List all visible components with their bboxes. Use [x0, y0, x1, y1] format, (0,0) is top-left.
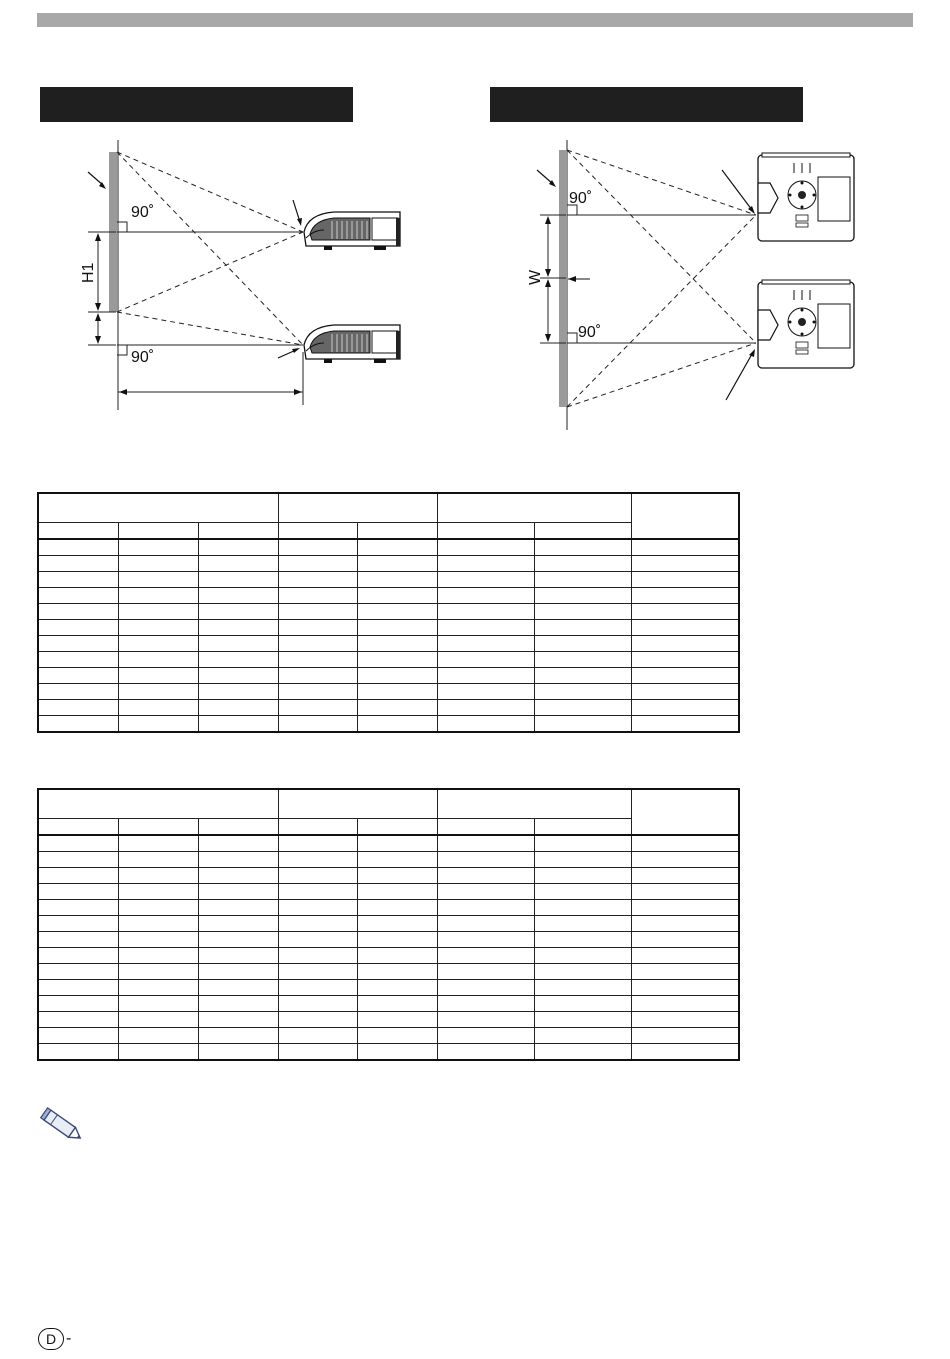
table-cell — [437, 684, 534, 700]
table-cell — [278, 700, 357, 716]
table-cell — [198, 652, 278, 668]
table-cell — [198, 636, 278, 652]
table-cell — [278, 716, 357, 733]
table-cell — [118, 604, 198, 620]
table-cell — [631, 868, 739, 884]
table-cell — [357, 588, 437, 604]
table-row — [38, 868, 739, 884]
table-cell — [198, 1044, 278, 1061]
table-cell — [198, 556, 278, 572]
table-cell — [118, 884, 198, 900]
height-dimension-label: H1 — [80, 262, 97, 283]
table-cell — [118, 1012, 198, 1028]
table-cell — [38, 556, 118, 572]
table-cell — [38, 652, 118, 668]
table-cell — [118, 572, 198, 588]
table-cell — [437, 620, 534, 636]
table-cell — [437, 948, 534, 964]
table-cell — [278, 572, 357, 588]
table-cell — [118, 835, 198, 852]
table-cell — [278, 684, 357, 700]
table-cell — [631, 668, 739, 684]
projector-bottom-icon — [304, 325, 400, 363]
table-cell — [278, 980, 357, 996]
table-cell — [437, 1012, 534, 1028]
table-row — [38, 652, 739, 668]
projector-bottom-icon — [758, 280, 854, 368]
table-cell — [198, 684, 278, 700]
table-cell — [357, 852, 437, 868]
table-cell — [437, 1028, 534, 1044]
table-cell — [357, 556, 437, 572]
table-cell — [534, 852, 631, 868]
table-cell — [198, 835, 278, 852]
table-cell — [38, 964, 118, 980]
table-cell — [118, 652, 198, 668]
table-cell — [357, 835, 437, 852]
table-cell — [437, 556, 534, 572]
table-cell — [631, 652, 739, 668]
table-cell — [118, 1044, 198, 1061]
table-cell — [278, 900, 357, 916]
table-cell — [631, 980, 739, 996]
table-cell — [357, 916, 437, 932]
table-cell — [437, 652, 534, 668]
table-cell — [38, 636, 118, 652]
table-row — [38, 620, 739, 636]
table-row — [38, 852, 739, 868]
table-row — [38, 948, 739, 964]
table-cell — [198, 900, 278, 916]
table-cell — [357, 948, 437, 964]
table-cell — [38, 948, 118, 964]
table-cell — [534, 556, 631, 572]
table-row — [38, 604, 739, 620]
table-cell — [38, 620, 118, 636]
angle-label-bottom: 90˚ — [131, 349, 155, 366]
table-row — [38, 668, 739, 684]
table-cell — [534, 1044, 631, 1061]
table-cell — [357, 1044, 437, 1061]
table-cell — [437, 868, 534, 884]
angle-label-top: 90˚ — [569, 190, 593, 207]
table-cell — [357, 1012, 437, 1028]
angle-label-bottom: 90˚ — [578, 324, 602, 341]
table-cell — [437, 604, 534, 620]
table-cell — [534, 572, 631, 588]
table-cell — [437, 980, 534, 996]
table-cell — [198, 539, 278, 556]
table-row — [38, 932, 739, 948]
table-cell — [118, 980, 198, 996]
table-cell — [437, 852, 534, 868]
table-cell — [631, 948, 739, 964]
table-cell — [631, 1044, 739, 1061]
table-cell — [631, 588, 739, 604]
table-row — [38, 588, 739, 604]
table-cell — [198, 588, 278, 604]
table-cell — [198, 852, 278, 868]
table-cell — [278, 588, 357, 604]
table-cell — [278, 1028, 357, 1044]
table-cell — [118, 916, 198, 932]
table-cell — [38, 572, 118, 588]
table-header-row — [38, 493, 739, 523]
table-cell — [38, 835, 118, 852]
page-dash: - — [66, 1330, 72, 1347]
table-cell — [631, 716, 739, 733]
table-cell — [38, 539, 118, 556]
table-cell — [534, 620, 631, 636]
table-cell — [357, 700, 437, 716]
table-cell — [198, 916, 278, 932]
table-cell — [118, 900, 198, 916]
table-cell — [631, 539, 739, 556]
table-cell — [278, 884, 357, 900]
table-cell — [631, 620, 739, 636]
table-cell — [534, 652, 631, 668]
table-cell — [278, 1012, 357, 1028]
table-cell — [118, 948, 198, 964]
table-cell — [278, 835, 357, 852]
table-cell — [198, 716, 278, 733]
table-cell — [278, 539, 357, 556]
table-cell — [534, 1028, 631, 1044]
table-cell — [38, 852, 118, 868]
table-cell — [357, 636, 437, 652]
table-cell — [437, 539, 534, 556]
table-cell — [534, 539, 631, 556]
table-cell — [278, 636, 357, 652]
table-cell — [534, 588, 631, 604]
table-cell — [118, 932, 198, 948]
table-cell — [534, 900, 631, 916]
table-row — [38, 996, 739, 1012]
table-cell — [38, 1028, 118, 1044]
table-cell — [198, 996, 278, 1012]
table-row — [38, 964, 739, 980]
table-cell — [631, 572, 739, 588]
table-cell — [437, 916, 534, 932]
table-cell — [631, 684, 739, 700]
table-cell — [198, 700, 278, 716]
table-row — [38, 716, 739, 733]
section-heading-right — [490, 87, 803, 122]
table-cell — [118, 996, 198, 1012]
table-cell — [198, 948, 278, 964]
table-cell — [198, 572, 278, 588]
language-letter: D — [38, 1328, 64, 1350]
table-cell — [534, 884, 631, 900]
table-cell — [534, 916, 631, 932]
projection-table-2 — [37, 788, 740, 1061]
table-cell — [118, 539, 198, 556]
table-cell — [437, 964, 534, 980]
header-rule — [37, 13, 913, 27]
table-cell — [278, 916, 357, 932]
table-cell — [198, 980, 278, 996]
table-cell — [118, 668, 198, 684]
table-cell — [357, 620, 437, 636]
table-cell — [534, 700, 631, 716]
table-cell — [278, 932, 357, 948]
table-cell — [198, 932, 278, 948]
table-cell — [278, 1044, 357, 1061]
table-row — [38, 980, 739, 996]
table-cell — [534, 996, 631, 1012]
section-heading-left — [40, 87, 353, 122]
table-cell — [357, 884, 437, 900]
projector-top-icon — [304, 212, 400, 250]
table-cell — [534, 964, 631, 980]
table-cell — [278, 604, 357, 620]
top-view-diagram — [510, 135, 870, 435]
table-row — [38, 916, 739, 932]
table-row — [38, 556, 739, 572]
table-cell — [118, 964, 198, 980]
table-cell — [437, 932, 534, 948]
table-cell — [278, 668, 357, 684]
table-cell — [118, 852, 198, 868]
table-cell — [631, 916, 739, 932]
table-cell — [534, 1012, 631, 1028]
table-cell — [278, 996, 357, 1012]
table-row — [38, 835, 739, 852]
table-cell — [357, 1028, 437, 1044]
table-cell — [38, 980, 118, 996]
table-cell — [437, 996, 534, 1012]
table-cell — [631, 556, 739, 572]
table-cell — [631, 900, 739, 916]
table-cell — [357, 572, 437, 588]
table-cell — [631, 964, 739, 980]
table-cell — [38, 996, 118, 1012]
angle-label-top: 90˚ — [131, 204, 155, 221]
table-cell — [631, 1012, 739, 1028]
table-cell — [357, 932, 437, 948]
table-cell — [631, 604, 739, 620]
table-cell — [357, 716, 437, 733]
table-cell — [278, 620, 357, 636]
table-cell — [534, 948, 631, 964]
table-cell — [38, 668, 118, 684]
table-cell — [198, 1028, 278, 1044]
table-cell — [437, 572, 534, 588]
table-cell — [357, 996, 437, 1012]
table-cell — [357, 652, 437, 668]
table-cell — [534, 868, 631, 884]
table-cell — [534, 636, 631, 652]
projection-table-1 — [37, 492, 740, 733]
table-cell — [534, 684, 631, 700]
page-number-badge — [38, 1328, 71, 1350]
table-row — [38, 572, 739, 588]
table-row — [38, 1028, 739, 1044]
table-cell — [198, 620, 278, 636]
table-cell — [198, 868, 278, 884]
table-cell — [631, 1028, 739, 1044]
table-cell — [631, 932, 739, 948]
table-row — [38, 539, 739, 556]
table-cell — [118, 620, 198, 636]
table-row — [38, 1044, 739, 1061]
side-view-diagram — [60, 135, 420, 415]
table-cell — [278, 948, 357, 964]
table-row — [38, 884, 739, 900]
table-header-row — [38, 789, 739, 819]
table-cell — [437, 1044, 534, 1061]
table-cell — [534, 932, 631, 948]
table-cell — [534, 668, 631, 684]
pencil-note-icon — [38, 1106, 88, 1151]
projector-top-icon — [758, 153, 854, 241]
table-cell — [38, 900, 118, 916]
table-cell — [38, 684, 118, 700]
table-cell — [118, 716, 198, 733]
table-cell — [38, 884, 118, 900]
table-cell — [437, 884, 534, 900]
table-cell — [437, 636, 534, 652]
table-cell — [38, 700, 118, 716]
table-cell — [631, 884, 739, 900]
table-cell — [357, 900, 437, 916]
table-cell — [357, 604, 437, 620]
table-cell — [278, 964, 357, 980]
table-cell — [278, 556, 357, 572]
table-cell — [118, 636, 198, 652]
table-cell — [357, 964, 437, 980]
table-cell — [198, 668, 278, 684]
table-cell — [278, 852, 357, 868]
table-cell — [38, 932, 118, 948]
table-cell — [38, 604, 118, 620]
table-cell — [118, 684, 198, 700]
table-cell — [118, 700, 198, 716]
table-cell — [118, 556, 198, 572]
table-row — [38, 1012, 739, 1028]
table-cell — [38, 1012, 118, 1028]
table-cell — [198, 1012, 278, 1028]
table-cell — [38, 716, 118, 733]
table-cell — [631, 852, 739, 868]
table-row — [38, 684, 739, 700]
table-cell — [437, 668, 534, 684]
table-cell — [198, 604, 278, 620]
table-cell — [357, 684, 437, 700]
table-cell — [278, 868, 357, 884]
table-cell — [278, 652, 357, 668]
table-cell — [198, 884, 278, 900]
table-cell — [437, 588, 534, 604]
table-cell — [534, 604, 631, 620]
table-cell — [534, 835, 631, 852]
table-cell — [534, 716, 631, 733]
table-cell — [118, 1028, 198, 1044]
table-cell — [38, 588, 118, 604]
table-cell — [38, 916, 118, 932]
table-cell — [631, 700, 739, 716]
table-cell — [357, 980, 437, 996]
table-cell — [437, 716, 534, 733]
width-dimension-label: W — [527, 269, 544, 285]
table-cell — [118, 868, 198, 884]
table-cell — [357, 868, 437, 884]
table-row — [38, 700, 739, 716]
table-cell — [118, 588, 198, 604]
table-cell — [534, 980, 631, 996]
table-cell — [38, 868, 118, 884]
table-cell — [631, 996, 739, 1012]
table-cell — [437, 900, 534, 916]
table-cell — [437, 835, 534, 852]
table-cell — [38, 1044, 118, 1061]
table-cell — [357, 668, 437, 684]
table-cell — [631, 835, 739, 852]
table-cell — [437, 700, 534, 716]
table-row — [38, 900, 739, 916]
table-cell — [198, 964, 278, 980]
table-cell — [357, 539, 437, 556]
table-cell — [631, 636, 739, 652]
table-row — [38, 636, 739, 652]
